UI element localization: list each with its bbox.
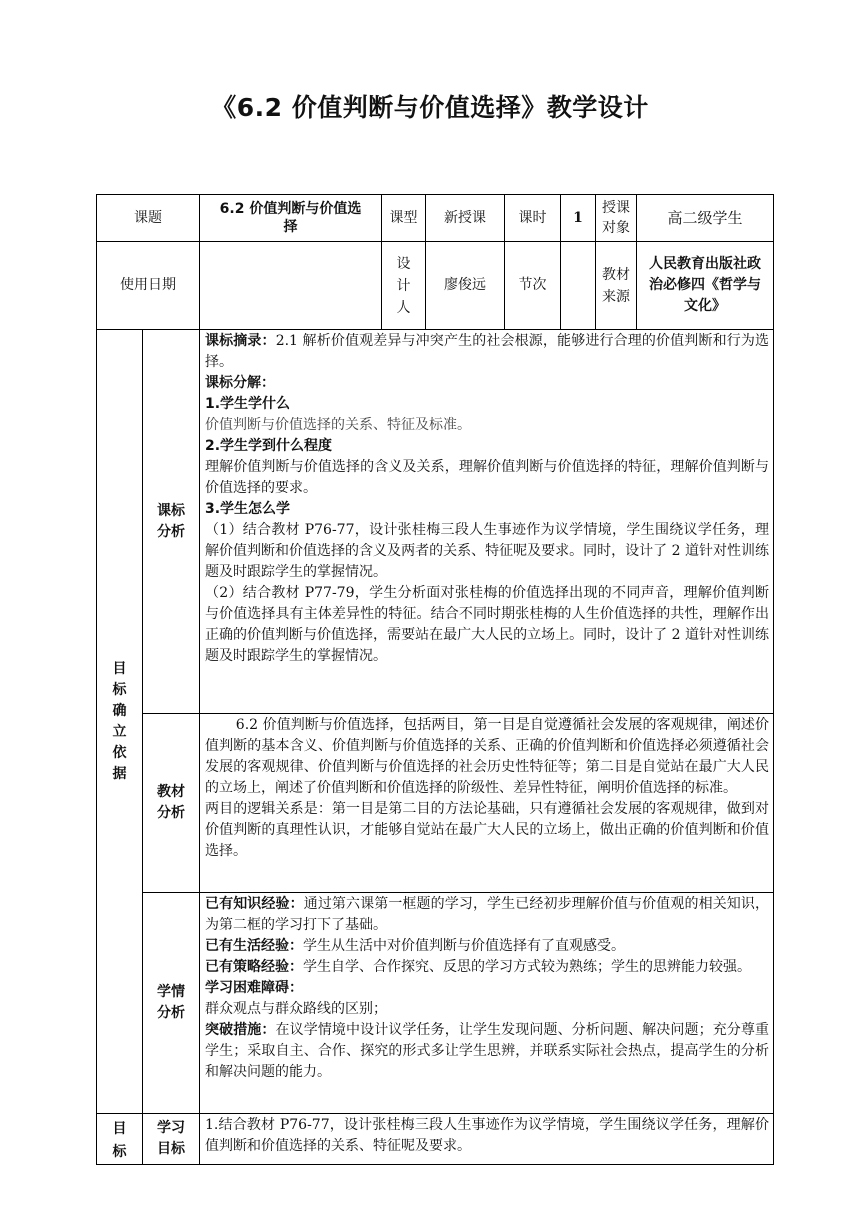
curriculum-content <box>200 330 774 714</box>
q2-text: 理解价值判断与价值选择的含义及关系，理解价值判断与价值选择的特征，理解价值判断与价值选择的要求。 <box>205 459 769 496</box>
students-content <box>200 893 774 1114</box>
q1-text: 价值判断与价值选择的关系、特征及标准。 <box>205 417 471 433</box>
textbook-content <box>200 714 774 893</box>
textbook-label: 教材分析 <box>143 714 200 893</box>
header-row-1 <box>97 195 774 242</box>
learning-goal-text: 1.结合教材 P76-77，设计张桂梅三段人生事迹作为议学情境，学生围绕议学任务，理解价值判断和价值选择的关系、特征呢及要求。 <box>205 1117 769 1154</box>
source-value: 人民教育出版社政治必修四《哲学与文化》 <box>637 242 774 330</box>
learning-goal-content <box>200 1114 774 1165</box>
life-label: 已有生活经验： <box>205 938 303 954</box>
students-label: 学情分析 <box>143 893 200 1114</box>
q3-heading: 3.学生怎么学 <box>205 501 291 517</box>
strategy-label: 已有策略经验： <box>205 959 303 975</box>
textbook-paragraph-1: 6.2 价值判断与价值选择，包括两目，第一目是自觉遵循社会发展的客观规律，阐述价值判断的基本含义、价值判断与价值选择的关系、正确的价值判断和价值选择必须遵循社会发展的客观规律、价值判断与价值选择的社会历史性特征等；第二目是自觉站在最广大人民的立场上，阐述了价值判断和价值选择的阶级性、差异性特征，阐明价值选择的标准。 <box>205 717 769 796</box>
audience-label: 授课对象 <box>596 195 637 242</box>
topic-label: 课题 <box>97 195 200 242</box>
designer-value: 廖俊远 <box>426 242 505 330</box>
objectives-row <box>97 1114 774 1165</box>
difficulty-label: 学习困难障碍： <box>205 980 303 996</box>
topic-value: 6.2 价值判断与价值选择 <box>200 195 382 242</box>
q3-paragraph-2: （2）结合教材 P77-79，学生分析面对张桂梅的价值选择出现的不同声音，理解价值判断与价值选择具有主体差异性的特征。结合不同时期张桂梅的人生价值选择的共性，理解作出正确的价值判断与价值选择，需要站在最广大人民的立场上。同时，设计了 2 道针对性训练题及时跟踪学生的掌握情况。 <box>205 585 769 664</box>
date-label: 使用日期 <box>97 242 200 330</box>
hours-label: 课时 <box>505 195 561 242</box>
breakthrough-label: 突破措施： <box>205 1022 276 1038</box>
session-label: 节次 <box>505 242 561 330</box>
hours-value: 1 <box>561 195 596 242</box>
excerpt-text: 2.1 解析价值观差异与冲突产生的社会根源，能够进行合理的价值判断和行为选择。 <box>205 333 770 370</box>
life-text: 学生从生活中对价值判断与价值选择有了直观感受。 <box>303 938 625 954</box>
date-value <box>200 242 382 330</box>
textbook-row <box>97 714 774 893</box>
objectives-section-label: 目标 <box>97 1114 143 1165</box>
type-value: 新授课 <box>426 195 505 242</box>
knowledge-label: 已有知识经验： <box>205 896 304 912</box>
difficulty-text: 群众观点与群众路线的区别； <box>205 1001 387 1017</box>
header-row-2 <box>97 242 774 330</box>
learning-goal-label: 学习目标 <box>143 1114 200 1165</box>
basis-section-label: 目标确立依据 <box>97 330 143 1114</box>
lesson-plan-table <box>96 194 774 1165</box>
session-value <box>561 242 596 330</box>
page-title: 《6.2 价值判断与价值选择》教学设计 <box>211 93 649 122</box>
curriculum-label: 课标分析 <box>143 330 200 714</box>
curriculum-row <box>97 330 774 714</box>
q2-heading: 2.学生学到什么程度 <box>205 438 333 454</box>
audience-value: 高二级学生 <box>637 195 774 242</box>
designer-label: 设计人 <box>382 242 426 330</box>
type-label: 课型 <box>382 195 426 242</box>
q1-heading: 1.学生学什么 <box>205 396 291 412</box>
q3-paragraph-1: （1）结合教材 P76-77，设计张桂梅三段人生事迹作为议学情境，学生围绕议学任务，理解价值判断和价值选择的含义及两者的关系、特征呢及要求。同时，设计了 2 道针对性训练题及时跟踪学生的掌握情况。 <box>205 522 769 580</box>
excerpt-label: 课标摘录： <box>205 333 276 349</box>
strategy-text: 学生自学、合作探究、反思的学习方式较为熟练；学生的思辨能力较强。 <box>303 959 751 975</box>
source-label: 教材来源 <box>596 242 637 330</box>
knowledge-text: 通过第六课第一框题的学习，学生已经初步理解价值与价值观的相关知识，为第二框的学习打下了基础。 <box>205 896 769 933</box>
breakdown-label: 课标分解： <box>205 375 275 391</box>
textbook-paragraph-2: 两目的逻辑关系是：第一目是第二目的方法论基础，只有遵循社会发展的客观规律，做到对价值判断的真理性认识，才能够自觉站在最广大人民的立场上，做出正确的价值判断和价值选择。 <box>205 801 769 859</box>
breakthrough-text: 在议学情境中设计议学任务，让学生发现问题、分析问题、解决问题；充分尊重学生；采取自主、合作、探究的形式多让学生思辨，并联系实际社会热点，提高学生的分析和解决问题的能力。 <box>205 1022 770 1080</box>
students-row <box>97 893 774 1114</box>
